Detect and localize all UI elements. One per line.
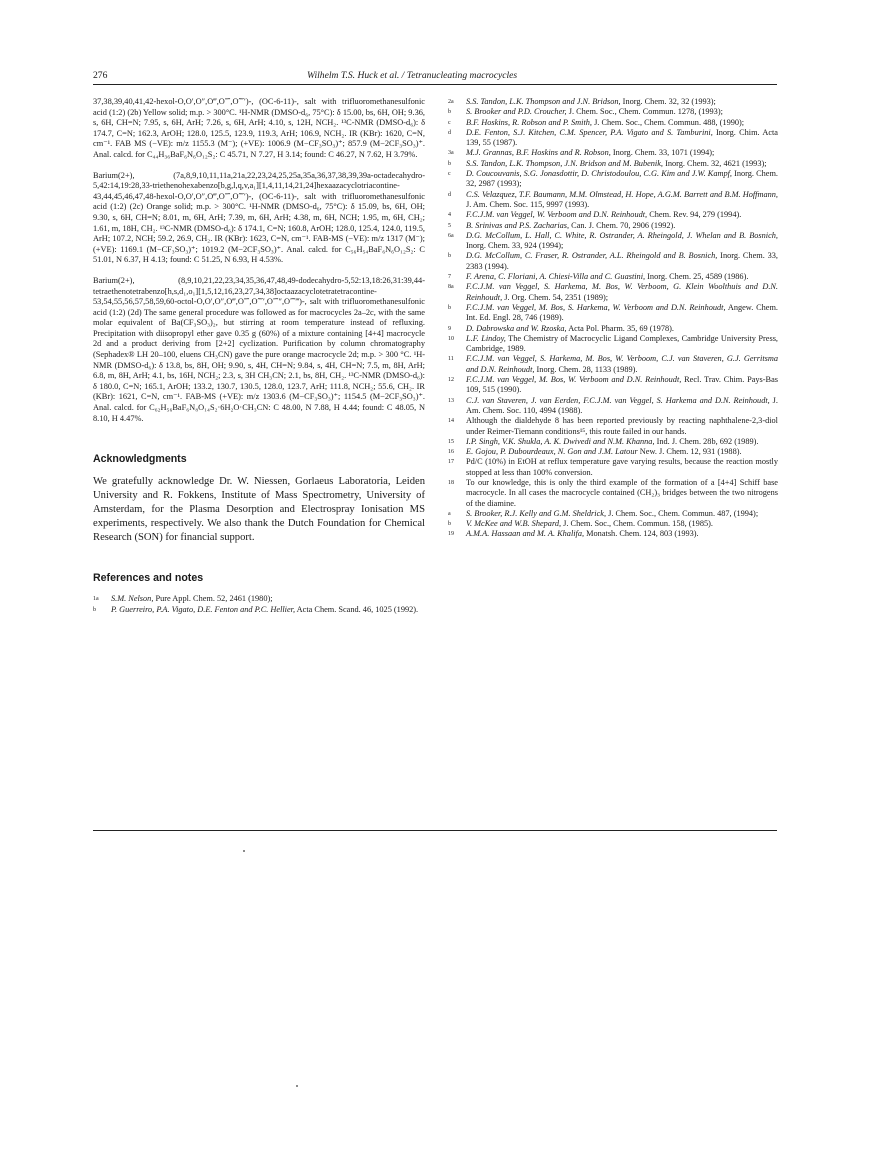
reference-item — [448, 519, 778, 529]
reference-number: 9 — [448, 325, 451, 332]
running-header — [93, 70, 777, 85]
reference-number: b — [93, 606, 96, 613]
reference-source: Inorg. Chem. 33, 924 (1994); — [466, 241, 564, 251]
reference-source: Recl. Trav. Chim. Pays-Bas 109, 515 (1990). — [466, 375, 778, 395]
reference-item — [448, 324, 778, 334]
reference-authors: B.F. Hoskins, R. Robson and P. Smith, — [466, 117, 592, 127]
reference-number: b — [448, 304, 451, 311]
reference-number: 19 — [448, 531, 454, 538]
reference-authors: A.M.A. Hassaan and M. A. Khalifa, — [466, 529, 585, 539]
reference-source: The Chemistry of Macrocyclic Ligand Complexes, Cambridge University Press, Cambridge, 1989. — [466, 333, 778, 354]
reference-authors: S.S. Tandon, L.K. Thompson, J.N. Bridson and M. Bubenik, — [466, 158, 663, 168]
reference-source: Although the dialdehyde 8 has been reported previously by reacting naphthalene-2,3-diol under Reimer-Tiemann conditions¹⁵, this route failed in our hands. — [466, 416, 778, 436]
reference-authors: D.G. McCollum, C. Fraser, R. Ostrander, A.L. Rheingold and B. Bosnich, — [466, 251, 718, 261]
reference-item — [448, 97, 778, 107]
reference-source: To our knowledge, this is only the third example of the formation of a [4+4] Schiff base macrocycle. In all cases the macrocycle contained (CH₂)₃ bridges between the two nitrogens of the diamine. — [466, 477, 778, 508]
reference-source: Inorg. Chem. 33, 1071 (1994); — [610, 148, 715, 158]
reference-number: 4 — [448, 212, 451, 219]
reference-item — [448, 272, 778, 282]
reference-number: 8a — [448, 284, 454, 291]
reference-number: b — [448, 521, 451, 528]
compound-2d-data: Barium(2+), (8,9,10,21,22,23,34,35,36,47,48,49-dodecahydro-5,52:13,18:26,31:39,44-tetraethenotetrabenzo[h,s,d₁,o₁][1,5,12,16,23,27,34,38]octaazacyclotetratetracontine-53,54,55,56,57,58,59,60-octol-O,O′,O″,O‴,O⁗,O⁗′,O⁗″,O⁗‴)-, salt with trifluoromethanesulfonic acid (1:2) (2d) The same general procedure was followed as for macrocycles 2a–2c, with the same molar equivalent of Ba(CF₃SO₃)₂, but stirring at room temperature instead of refluxing. Precipitation with diisopropyl ether gave 0.35 g (60%) of a mixture containing [4+4] macrocycle 2d and a product deriving from [2+2] cyclization. Purification by column chromatography (Sephadex® LH 20–100, eluens CH₃CN) gave the pure orange macrocycle 2d; m.p. > 300 °C. ¹H-NMR (DMSO-d₆): δ 13.8, bs, 8H, OH; 9.90, s, 4H, CH=N; 9.84, s, 4H, CH=N; 7.5, m, 8H, ArH; 6.8, m, 8H, ArH; 4.1, bs, 16H, NCH₂; 2.3, s, 3H CH₃CN; 2.1, bs, 8H, CH₂. ¹³C-NMR (DMSO-d₆): δ 180.0, C=N; 165.1, ArOH; 133.2, 130.7, 130.5, 128.0, 123.7, ArH; 111.8, NCH₂; 55.6, CH₂. IR (KBr): 1621, C=N, cm⁻¹. FAB-MS (+VE): m/z 1303.6 (M−CF₃SO₃)⁺; 1154.5 (M−2CF₃SO₃)⁺. Anal. calcd. for C₆₂H₅₆BaF₆N₈O₁₄S₂·6H₂O·CH₃CN: C 48.00, N 7.88, H 4.44; found: C 48.05, N 8.10, H 4.47%. — [93, 275, 425, 423]
reference-authors: D. Coucouvanis, S.G. Jonasdottir, D. Christodoulou, C.G. Kim and J.W. Kampf, — [466, 169, 732, 179]
reference-number: a — [448, 510, 451, 517]
compound-2c-data: Barium(2+), (7a,8,9,10,11,11a,21a,22,23,24,25,25a,35a,36,37,38,39,39a-octadecahydro-5,42:14,19:28,33-triethenohexabenzo[b,g,l,q,v,a₁][1,4,11,14,21,24]hexaazacyclotriacontine-43,44,45,46,47,48-hexol-O,O′,O″,O‴,O⁗,O⁗′)-, (OC-6-11)-, salt with trifluoromethanesulfonic acid (1:2) (2c) Orange solid; m.p. > 300°C. ¹H-NMR (DMSO-d₆, 75°C): δ 15.09, bs, 6H, OH; 9.30, s, 6H, CH=N; 8.01, m, 6H, ArH; 7.39, m, 6H, ArH; 4.38, m, 6H, NCH; 1.95, m, 6H, CH₂; 1.61, m, 18H, CH₂. ¹³C-NMR (DMSO-d₆): δ 174.1, C=N; 160.8, ArOH; 128.0, 125.4, 124.0, 119.5, ArH; 107.2, NCH; 59.2, 26.9, CH₂. IR (KBr): 1623, C=N, cm⁻¹. FAB-MS (−VE): m/z 1317 (M⁻); (+VE): 1169.1 (M−CF₃SO₃)⁺; 1019.2 (M−2CF₃SO₃)⁺. Anal. calcd. for C₅₆H₅₄BaF₆N₆O₁₂S₂: C 51.01, N 6.37, H 4.13; found: C 51.25, N 6.93, H 4.53%. — [93, 170, 425, 265]
reference-item — [448, 457, 778, 478]
reference-item — [448, 148, 778, 158]
page-number: 276 — [93, 70, 108, 81]
reference-item — [448, 169, 778, 190]
reference-authors: F. Arena, C. Floriani, A. Chiesi-Villa and C. Guastini, — [466, 272, 646, 282]
reference-source: Ind. J. Chem. 28b, 692 (1989). — [654, 436, 759, 446]
speck — [243, 850, 245, 852]
reference-source: Inorg. Chem. 32, 4621 (1993); — [663, 158, 767, 168]
reference-source: New. J. Chem. 12, 931 (1988). — [637, 447, 742, 457]
reference-item — [448, 529, 778, 539]
reference-item — [448, 282, 778, 303]
reference-number: 16 — [448, 449, 454, 456]
reference-authors: D.E. Fenton, S.J. Kitchen, C.M. Spencer, P.A. Vigato and S. Tamburini, — [466, 127, 713, 137]
reference-item — [93, 605, 425, 615]
compound-2b-data: 37,38,39,40,41,42-hexol-O,O′,O″,O‴,O⁗,O⁗′)-, (OC-6-11)-, salt with trifluoromethanesulfonic acid (1:2) (2b) Yellow solid; m.p. > 300°C. ¹H-NMR (DMSO-d₆, 75°C): δ 15.00, bs, 6H, OH; 9.36, s, 6H, CH=N; 7.95, s, 6H, ArH; 7.26, s, 6H, ArH; 4.10, s, 12H, NCH₂. ¹³C-NMR (DMSO-d₆): δ 174.7, C=N; 162.3, ArOH; 128.0, 125.5, 123.9, 119.3, ArH; 106.9, NCH₂. IR (KBr): 1620, C=N, cm⁻¹. FAB MS (−VE): m/z 1155.3 (M⁻); (+VE): 1006.9 (M−CF₃SO₃)⁺; 857.9 (M−2CF₃SO₃)⁺. Anal. calcd. for C₄₄H₃₆BaF₆N₆O₁₂S₂: C 45.71, N 7.27, H 3.14; found: C 46.27, N 7.62, H 3.79%. — [93, 97, 425, 159]
reference-source: Inorg. Chem. 32, 2987 (1993); — [466, 169, 779, 189]
reference-number: 5 — [448, 222, 451, 229]
reference-number: b — [448, 109, 451, 116]
reference-authors: F.C.J.M. van Veggel, S. Harkema, M. Bos, W. Verboom, G. Klein Woolthuis and D.N. Reinhoudt, — [466, 282, 778, 302]
reference-number: d — [448, 129, 451, 136]
reference-authors: C.J. van Staveren, J. van Eerden, F.C.J.M. van Veggel, S. Harkema and D.N. Reinhoudt, — [466, 395, 770, 405]
reference-authors: F.C.J.M. van Veggel, M. Bos, S. Harkema, W. Verboom and D.N. Reinhoudt, — [466, 302, 726, 312]
reference-number: b — [448, 253, 451, 260]
reference-authors: S. Brooker and P.D. Croucher, — [466, 107, 567, 117]
reference-source: J. Chem. Soc., Chem. Commun. 158, (1985). — [561, 519, 713, 529]
reference-item — [448, 334, 778, 355]
reference-number: 11 — [448, 356, 454, 363]
reference-number: 2a — [448, 99, 454, 105]
reference-authors: S.M. Nelson, — [111, 594, 154, 604]
reference-item — [448, 396, 778, 417]
reference-source: J. Chem. Soc., Chem. Commun. 1278, (1993); — [566, 107, 723, 117]
reference-authors: P. Guerreiro, P.A. Vigato, D.E. Fenton and P.C. Hellier, — [111, 604, 296, 614]
reference-item — [448, 447, 778, 457]
speck — [296, 1085, 298, 1087]
reference-number: 13 — [448, 397, 454, 404]
reference-source: J. Chem. Soc., Chem. Commun. 487, (1994); — [606, 508, 759, 518]
reference-authors: D.G. McCollum, L. Hall, C. White, R. Ostrander, A. Rheingold, J. Whelan and B. Bosnich, — [466, 230, 778, 240]
reference-item — [448, 375, 778, 396]
reference-source: J. Org. Chem. 54, 2351 (1989); — [502, 292, 609, 302]
reference-number: b — [448, 160, 451, 167]
bottom-rule — [93, 830, 777, 831]
reference-authors: V. McKee and W.B. Shepard, — [466, 519, 562, 529]
reference-source: Can. J. Chem. 70, 2906 (1992). — [569, 220, 676, 230]
reference-authors: F.C.J.M. van Veggel, S. Harkema, M. Bos, W. Verboom, C.J. van Staveren, G.J. Gerritsma and D.N. Reinhoudt, — [466, 354, 778, 374]
reference-item — [448, 221, 778, 231]
reference-source: Inorg. Chim. Acta 139, 55 (1987). — [466, 127, 778, 148]
reference-item — [93, 594, 425, 604]
reference-source: Inorg. Chem. 32, 32 (1993); — [620, 97, 716, 106]
reference-number: 14 — [448, 418, 454, 425]
reference-item — [448, 107, 778, 117]
reference-authors: F.C.J.M. van Veggel, W. Verboom and D.N. Reinhoudt, — [466, 210, 648, 220]
reference-item — [448, 509, 778, 519]
reference-item — [448, 159, 778, 169]
reference-source: Acta Chem. Scand. 46, 1025 (1992). — [295, 604, 419, 614]
reference-source: Monatsh. Chem. 124, 803 (1993). — [584, 529, 699, 539]
reference-number: 12 — [448, 377, 454, 384]
references-column — [448, 97, 778, 540]
reference-item — [448, 478, 778, 509]
reference-number: 1a — [93, 596, 99, 603]
reference-number: d — [448, 191, 451, 198]
reference-item — [448, 231, 778, 252]
acknowledgments-heading: Acknowledgments — [93, 453, 187, 466]
reference-source: Inorg. Chem. 25, 4589 (1986). — [645, 272, 749, 282]
reference-number: c — [448, 119, 451, 126]
reference-number: 10 — [448, 335, 454, 342]
acknowledgments-text: We gratefully acknowledge Dr. W. Niessen, Gorlaeus Laboratoria, Leiden University and R. Fokkens, Institute of Mass Spectrometry, University of Amsterdam, for the Plasma Desorption and Electrospray Ionisation MS experiments, respectively. We also thank the Dutch Foundation for Chemical Research (SON) for financial support. — [93, 476, 425, 544]
reference-source: J. Am. Chem. Soc. 110, 4994 (1988). — [466, 395, 778, 415]
reference-item — [448, 118, 778, 128]
reference-number: c — [448, 171, 451, 178]
reference-authors: C.S. Velazquez, T.F. Baumann, M.M. Olmstead, H. Hope, A.G.M. Barrett and B.M. Hoffmann, — [466, 189, 778, 199]
reference-authors: E. Gojou, P. Dubourdeaux, N. Gon and J.M. Latour — [466, 447, 638, 457]
reference-authors: S. Brooker, R.J. Kelly and G.M. Sheldrick, — [466, 508, 607, 518]
running-head: Wilhelm T.S. Huck et al. / Tetranucleating macrocycles — [307, 70, 518, 81]
reference-source: J. Am. Chem. Soc. 115, 9997 (1993). — [466, 199, 590, 209]
reference-number: 3a — [448, 150, 454, 157]
reference-source: Pd/C (10%) in EtOH at reflux temperature gave varying results, because the reaction mostly stopped at less than 100% conversion. — [466, 457, 778, 477]
reference-item — [448, 354, 778, 375]
reference-item — [448, 251, 778, 272]
reference-authors: B. Srinivas and P.S. Zacharias, — [466, 220, 570, 230]
reference-authors: L.F. Lindoy, — [466, 333, 506, 343]
reference-number: 18 — [448, 479, 454, 486]
left-column — [93, 97, 425, 615]
reference-item — [448, 303, 778, 324]
reference-number: 6a — [448, 232, 454, 239]
reference-authors: F.C.J.M. van Veggel, M. Bos, W. Verboom and D.N. Reinhoudt, — [466, 375, 682, 385]
reference-authors: I.P. Singh, V.K. Shukla, A. K. Dwivedi and N.M. Khanna, — [466, 436, 655, 446]
reference-authors: S.S. Tandon, L.K. Thompson and J.N. Bridson, — [466, 97, 621, 106]
reference-source: Chem. Rev. 94, 279 (1994). — [647, 210, 742, 220]
reference-source: Inorg. Chem. 28, 1133 (1989). — [534, 364, 638, 374]
reference-source: Inorg. Chem. 33, 2383 (1994). — [466, 251, 778, 271]
reference-number: 15 — [448, 438, 454, 445]
reference-authors: D. Dabrowska and W. Rzoska, — [466, 323, 567, 333]
reference-item — [448, 190, 778, 211]
reference-item — [448, 210, 778, 220]
reference-source: Pure Appl. Chem. 52, 2461 (1980); — [153, 594, 273, 604]
reference-source: J. Chem. Soc., Chem. Commun. 488, (1990); — [592, 117, 745, 127]
reference-item — [448, 416, 778, 437]
reference-source: Acta Pol. Pharm. 35, 69 (1978). — [566, 323, 674, 333]
reference-number: 7 — [448, 274, 451, 281]
reference-source: Angew. Chem. Int. Ed. Engl. 28, 746 (1989). — [466, 302, 778, 323]
reference-item — [448, 128, 778, 149]
reference-number: 17 — [448, 459, 454, 466]
references-heading: References and notes — [93, 572, 204, 585]
reference-authors: M.J. Grannas, B.F. Hoskins and R. Robson, — [466, 148, 611, 158]
reference-item — [448, 437, 778, 447]
